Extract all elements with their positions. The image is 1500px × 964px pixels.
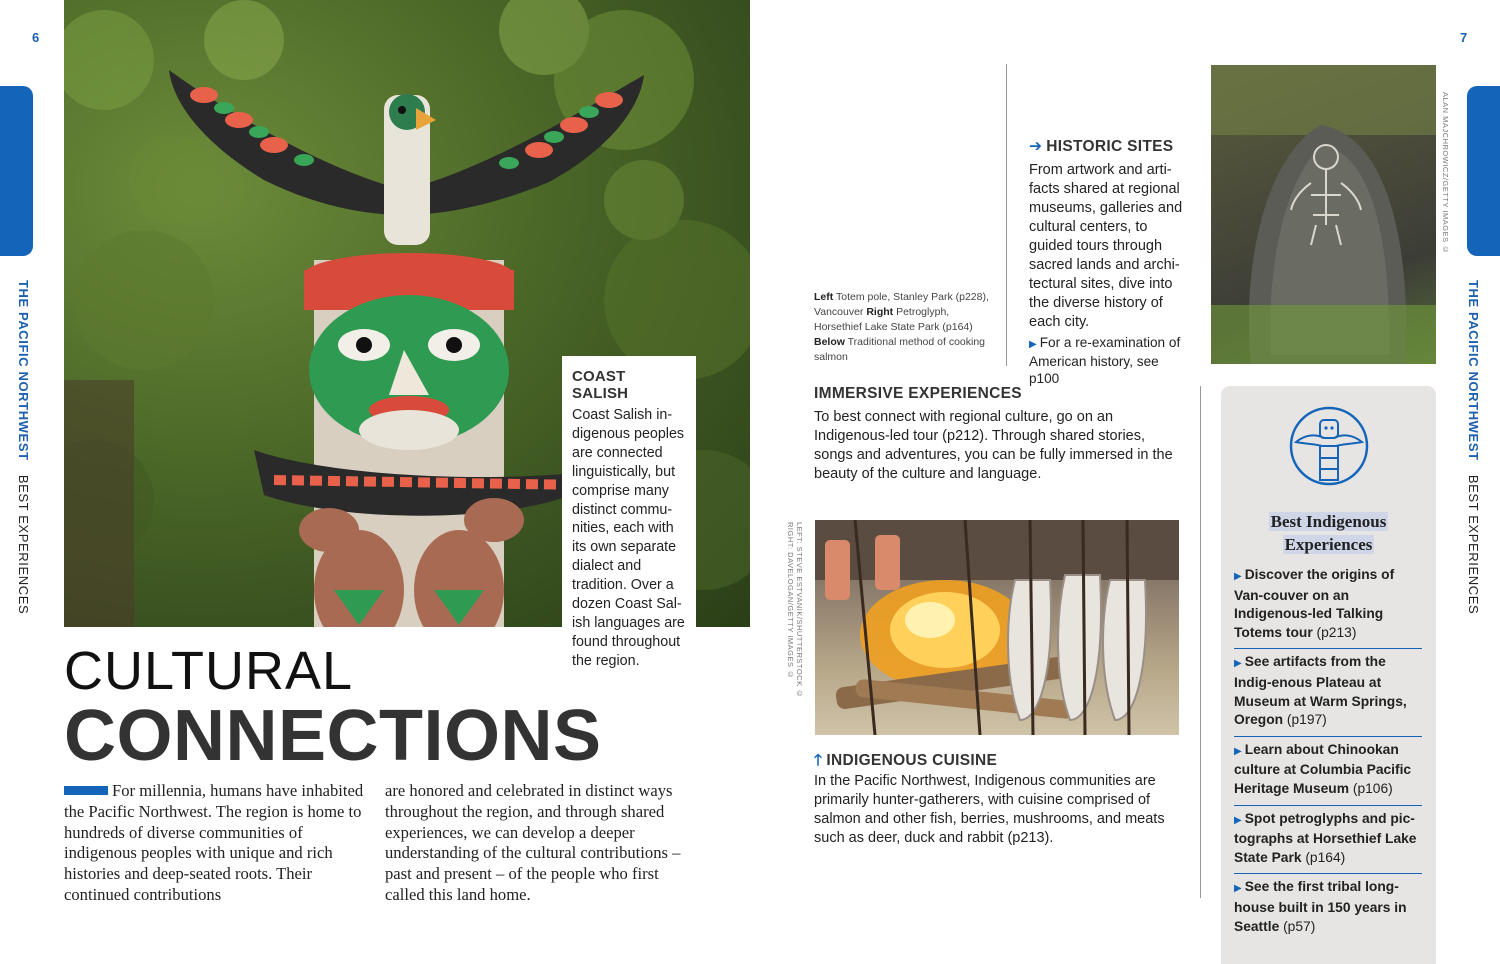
triangle-bullet-icon: ▶: [1029, 339, 1037, 350]
right-section-tab: [1467, 86, 1500, 256]
best-item-ref: (p213): [1312, 624, 1357, 640]
left-running-head: [16, 280, 31, 614]
totem-pole-icon: [1284, 406, 1374, 486]
best-experiences-list: [1234, 562, 1422, 942]
running-head-subtitle-right: BEST EXPERIENCES: [1466, 474, 1481, 615]
triangle-bullet-icon: ▶: [1234, 814, 1242, 826]
cuisine-body: In the Pacific Northwest, Indigenous communities are primarily hunter-gatherers, with cuisine comprised of salmon and other fish, berries, mushrooms, and meats such as deer, duck and rabbit (p213).: [814, 773, 1165, 846]
best-experiences-box: [1221, 386, 1436, 964]
caption-right-label: Right: [866, 306, 894, 318]
petroglyph-illustration: [1211, 65, 1436, 364]
best-item-ref: (p197): [1283, 712, 1327, 728]
intro-text-2: are honored and celebrated in distinct ways throughout the region, and through shared experiences, we can develop a deeper understanding of the cultural contributions – past and present – of the people who first called this land home.: [385, 781, 681, 904]
best-item-text: Discover the origins of Van-couver on an Indigenous-led Talking Totems tour: [1234, 567, 1395, 640]
right-page-number: 7: [1460, 30, 1468, 45]
coast-salish-title: COAST SALISH: [572, 368, 629, 402]
petroglyph-credit: ALAN MAJCHROWICZ/GETTY IMAGES ©: [1441, 92, 1450, 255]
running-head-subtitle: BEST EXPERIENCES: [16, 474, 31, 615]
triangle-bullet-icon: ▶: [1234, 571, 1242, 582]
caption-below-text: Traditional method of cooking salmon: [814, 336, 986, 363]
arrow-right-icon: ➔: [1029, 138, 1043, 155]
column-divider-top: [1006, 64, 1007, 366]
list-item: [1234, 806, 1422, 875]
historic-sites-body: [1029, 161, 1189, 387]
caption-left-text: Totem pole, Stanley Park (p228), Vancouver: [814, 291, 989, 318]
coast-salish-box: [562, 356, 696, 669]
caption-right-text: Petroglyph, Horsethief Lake State Park (p164): [814, 306, 973, 333]
arrow-up-icon: 🡑: [814, 752, 823, 769]
immersive-body: To best connect with regional culture, go on an Indigenous-led tour (p212). Through shared stories, songs and adventures, you can be fully immersed in the beauty of the culture and language.: [814, 409, 1173, 482]
historic-sites-heading: [1029, 137, 1173, 156]
left-page-number: 6: [32, 30, 40, 45]
headline-line-1: CULTURAL: [64, 641, 354, 701]
running-head-title: THE PACIFIC NORTHWEST: [16, 280, 31, 461]
historic-sites-title: HISTORIC SITES: [1046, 138, 1174, 155]
list-item: [1234, 649, 1422, 736]
intro-text-1: For millennia, humans have inhabited the Pacific Northwest. The region is home to hundreds of diverse communities of indigenous peoples with unique and rich histories and deep-seated roots. Their continued contributions: [64, 781, 364, 904]
running-head-title-right: THE PACIFIC NORTHWEST: [1466, 280, 1481, 461]
immersive-heading: IMMERSIVE EXPERIENCES: [814, 385, 1022, 402]
caption-left-label: Left: [814, 291, 834, 303]
caption-below-label: Below: [814, 336, 845, 348]
best-item-text: Learn about Chinookan culture at Columbia Pacific Heritage Museum: [1234, 741, 1412, 796]
petroglyph-photo: [1211, 65, 1436, 364]
coast-salish-body: Coast Salish in-digenous peoples are connected linguistically, but comprise many distinct commu-nities, each with its own separate dialect and tradition. Over a dozen Coast Sal-ish languages are found throughout the region.: [572, 407, 685, 669]
intro-column-2: [385, 781, 690, 906]
historic-note-text: For a re-examination of American history, see p100: [1029, 335, 1181, 386]
cuisine-title: INDIGENOUS CUISINE: [826, 752, 998, 769]
triangle-bullet-icon: ▶: [1234, 658, 1242, 670]
historic-sites-text: From artwork and arti-facts shared at regional museums, galleries and cultural centers, to guided tours through sacred lands and archi-tectural sites, dive into the diverse history of each city.: [1029, 162, 1183, 330]
best-title-line-2: Experiences: [1284, 535, 1373, 554]
best-item-text: See the first tribal long-house built in 150 years in Seattle: [1234, 879, 1407, 934]
salmon-cooking-photo: [815, 520, 1179, 735]
triangle-bullet-icon: ▶: [1234, 883, 1242, 895]
salmon-credit-1: RIGHT: DAVELOGAN/GETTY IMAGES ©: [786, 522, 795, 680]
best-item-text: See artifacts from the Indig-enous Plateau at Museum at Warm Springs, Oregon: [1234, 654, 1407, 728]
best-title-line-1: Best Indigenous: [1270, 512, 1387, 531]
right-running-head: [1466, 280, 1481, 614]
cuisine-heading: [814, 748, 997, 775]
intro-accent-bar: [64, 786, 108, 795]
best-item-ref: (p164): [1301, 849, 1346, 865]
list-item: [1234, 874, 1422, 942]
salmon-credit-2: LEFT: STEVE ESTVANIK/SHUTTERSTOCK ©: [795, 522, 804, 699]
triangle-bullet-icon: ▶: [1234, 745, 1242, 757]
best-experiences-title: [1221, 510, 1436, 556]
list-item: [1234, 562, 1422, 649]
column-divider-bottom: [1200, 386, 1201, 898]
best-item-ref: (p106): [1349, 780, 1393, 796]
headline-line-2: CONNECTIONS: [64, 696, 602, 776]
historic-sites-note: [1029, 334, 1189, 387]
intro-column-1: [64, 781, 369, 906]
list-item: [1234, 737, 1422, 806]
best-item-text: Spot petroglyphs and pic-tographs at Horsethief Lake State Park: [1234, 810, 1417, 865]
best-item-ref: (p57): [1279, 918, 1316, 934]
salmon-fire-illustration: [815, 520, 1179, 735]
photo-caption: [814, 290, 994, 365]
left-section-tab: [0, 86, 33, 256]
